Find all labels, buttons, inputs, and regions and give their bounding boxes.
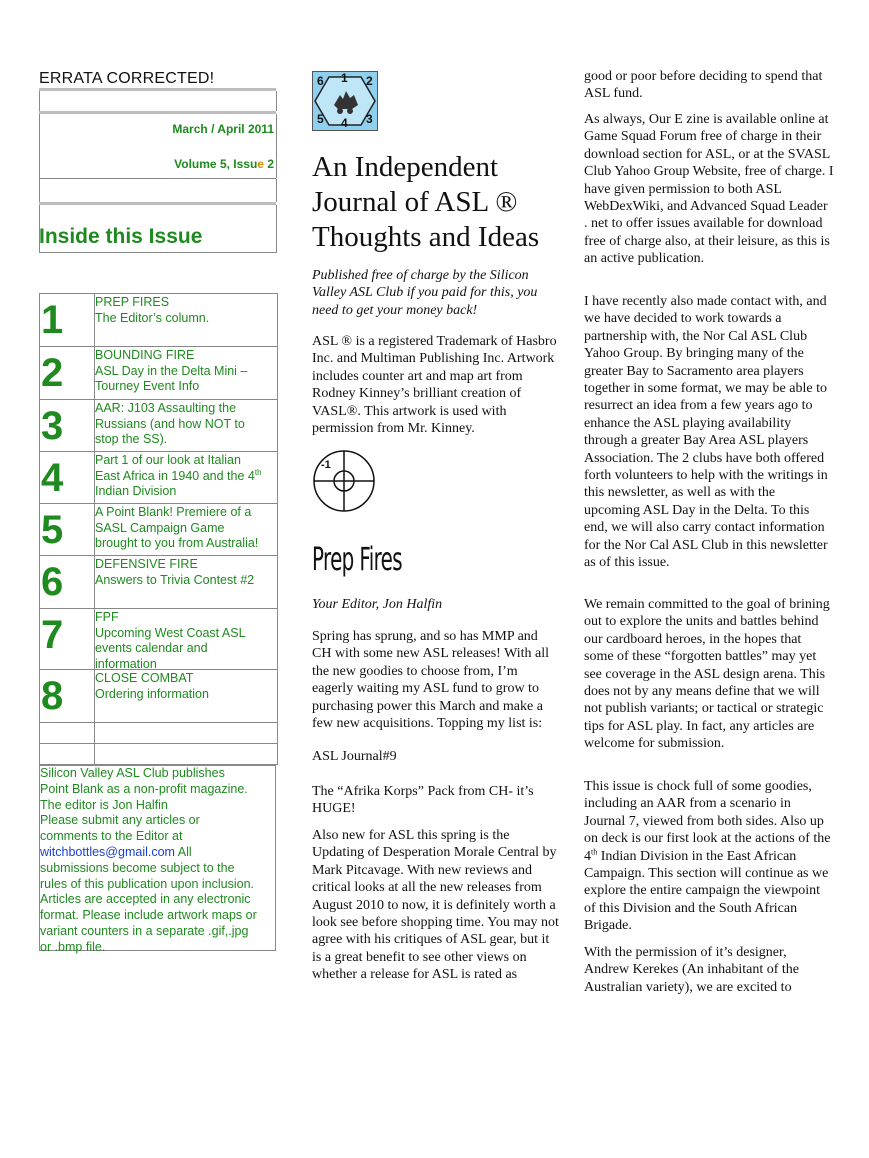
logo-number: 1 bbox=[341, 71, 348, 85]
body-paragraph: Also new for ASL this spring is the Updating of Desperation Morale Central by Mark Pitcavage. With new reviews and critical looks at all the new releases from August 2010 to now, it is definitely worth a look see before shopping time. You may not agree with his critiques of ASL gear, but it is a great benefit to see other views on whether a release for ASL is rated as bbox=[312, 828, 559, 983]
toc-number: 2 bbox=[40, 347, 95, 399]
header-box bbox=[39, 91, 277, 111]
logo-number: 5 bbox=[317, 112, 324, 126]
blank-box bbox=[39, 179, 277, 202]
toc-number: 7 bbox=[40, 609, 95, 669]
toc-entry: DEFENSIVE FIRE Answers to Trivia Contest #2 bbox=[95, 557, 255, 587]
toc-entry: Part 1 of our look at Italian East Africa in 1940 and the 4th Indian Division bbox=[95, 453, 262, 498]
toc-number: 1 bbox=[40, 294, 95, 346]
errata-notice: ERRATA CORRECTED! bbox=[39, 70, 215, 87]
toc-number: 5 bbox=[40, 504, 95, 555]
toc-row bbox=[40, 294, 277, 347]
issue-volume: Volume 5, Issue 2 bbox=[174, 157, 274, 171]
toc-entry: FPF Upcoming West Coast ASL events calendar and information bbox=[95, 610, 246, 671]
toc-row bbox=[40, 670, 277, 723]
body-paragraph: This issue is chock full of some goodies, including an AAR from a scenario in Journal 7, viewed from both sides. Also up on deck is our first look at the actions of the 4th Indian Division in the East African Campaign. This section will continue as we explore the entire campaign the viewpoint of this Division and the South African Brigade. bbox=[584, 779, 831, 934]
toc-row bbox=[40, 609, 277, 670]
toc-entry: CLOSE COMBAT Ordering information bbox=[95, 671, 209, 701]
toc-entry: A Point Blank! Premiere of a SASL Campaign Game brought to you from Australia! bbox=[95, 505, 259, 550]
byline: Your Editor, Jon Halfin bbox=[312, 597, 443, 612]
table-of-contents bbox=[39, 293, 278, 765]
toc-row bbox=[40, 556, 277, 609]
body-paragraph: With the permission of it’s designer, Andrew Kerekes (An inhabitant of the Australian variety), we are excited to bbox=[584, 945, 799, 995]
toc-row-empty bbox=[40, 723, 277, 744]
toc-row bbox=[40, 400, 277, 452]
toc-number: 3 bbox=[40, 400, 95, 451]
journal-title: An Independent Journal of ASL ® Thoughts and Ideas bbox=[312, 151, 540, 253]
toc-row bbox=[40, 504, 277, 556]
asl-counter-logo bbox=[312, 71, 378, 131]
toc-number: 6 bbox=[40, 556, 95, 608]
logo-number: 6 bbox=[317, 74, 324, 88]
crosshair-icon bbox=[312, 449, 376, 513]
body-paragraph: The “Afrika Korps” Pack from CH- it’s HUGE! bbox=[312, 784, 534, 817]
toc-number: 4 bbox=[40, 452, 95, 503]
body-paragraph: As always, Our E zine is available online at Game Squad Forum free of charge in their download section for ASL, or at the SVASL Club Yahoo Group Website, free of charge. I have given permission to both ASL WebDexWiki, and Advanced Squad Leader . net to offer issues available for download free of charge also, at their leisure, as this is an active publication. bbox=[584, 112, 834, 267]
body-paragraph: We remain committed to the goal of brining out to explore the units and battles behind our cardboard heroes, in the hopes that some of these “forgotten battles” may yet see coverage in the ASL design arena. This does not by any means define that we will not publish variants; or tactical or strategic tips for ASL play. In fact, any articles are welcome for submission. bbox=[584, 597, 830, 752]
toc-entry: AAR: J103 Assaulting the Russians (and how NOT to stop the SS). bbox=[95, 401, 245, 446]
toc-row-empty bbox=[40, 744, 277, 765]
club-info-box: Silicon Valley ASL Club publishes Point Blank as a non-profit magazine. The editor is Jon Halfin Please submit any articles or comments to the Editor at witchbottles@gmail.com All submissions become subject to the rules of this publication upon inclusion. Articles are accepted in any electronic format. Please include artwork maps or variant counters in a separate .gif,.jpg or .bmp file. bbox=[39, 765, 276, 951]
issue-date: March / April 2011 bbox=[172, 122, 274, 136]
logo-number: 2 bbox=[366, 74, 373, 88]
logo-number: 3 bbox=[366, 112, 373, 126]
body-paragraph: I have recently also made contact with, and we have decided to work towards a partnership with, the Nor Cal ASL Club Yahoo Group. By bringing many of the greater Bay to Sacramento area players together in some format, we may be able to resurrect an idea from a few years ago to enhance the ASL playing availability through a greater Bay Area ASL players Association. The 2 clubs have both offered forth volunteers to help with the writings in this newsletter, as well as with the upcoming ASL Day in the Delta. To this end, we will also carry contact information for the Nor Cal ASL Club in this newsletter as of this issue. bbox=[584, 294, 828, 571]
toc-entry: PREP FIRES The Editor’s column. bbox=[95, 295, 210, 325]
section-title: Prep Fires bbox=[312, 540, 402, 578]
body-paragraph: good or poor before deciding to spend that ASL fund. bbox=[584, 69, 823, 102]
toc-row bbox=[40, 347, 277, 400]
toc-entry: BOUNDING FIRE ASL Day in the Delta Mini – Tourney Event Info bbox=[95, 348, 248, 393]
logo-number: 4 bbox=[341, 116, 348, 130]
inside-title: Inside this Issue bbox=[39, 225, 203, 248]
crosshair-label: -1 bbox=[321, 459, 331, 471]
published-note: Published free of charge by the Silicon Valley ASL Club if you paid for this, you need to get your money back! bbox=[312, 268, 538, 318]
body-paragraph: ASL Journal#9 bbox=[312, 749, 397, 764]
body-paragraph: Spring has sprung, and so has MMP and CH with some new ASL releases! With all the new goodies to choose from, I’m eagerly waiting my ASL fund to grow to purchasing power this March and make a few new acquisitions. Topping my list is: bbox=[312, 629, 550, 732]
toc-row bbox=[40, 452, 277, 504]
editor-email-link[interactable]: witchbottles@gmail.com bbox=[40, 844, 175, 859]
toc-number: 8 bbox=[40, 670, 95, 722]
trademark-note: ASL ® is a registered Trademark of Hasbro Inc. and Multiman Publishing Inc. Artwork includes counter art and map art from Rodney Kinney’s brilliant creation of VASL®. This artwork is used with permission from Mr. Kinney. bbox=[312, 334, 557, 437]
